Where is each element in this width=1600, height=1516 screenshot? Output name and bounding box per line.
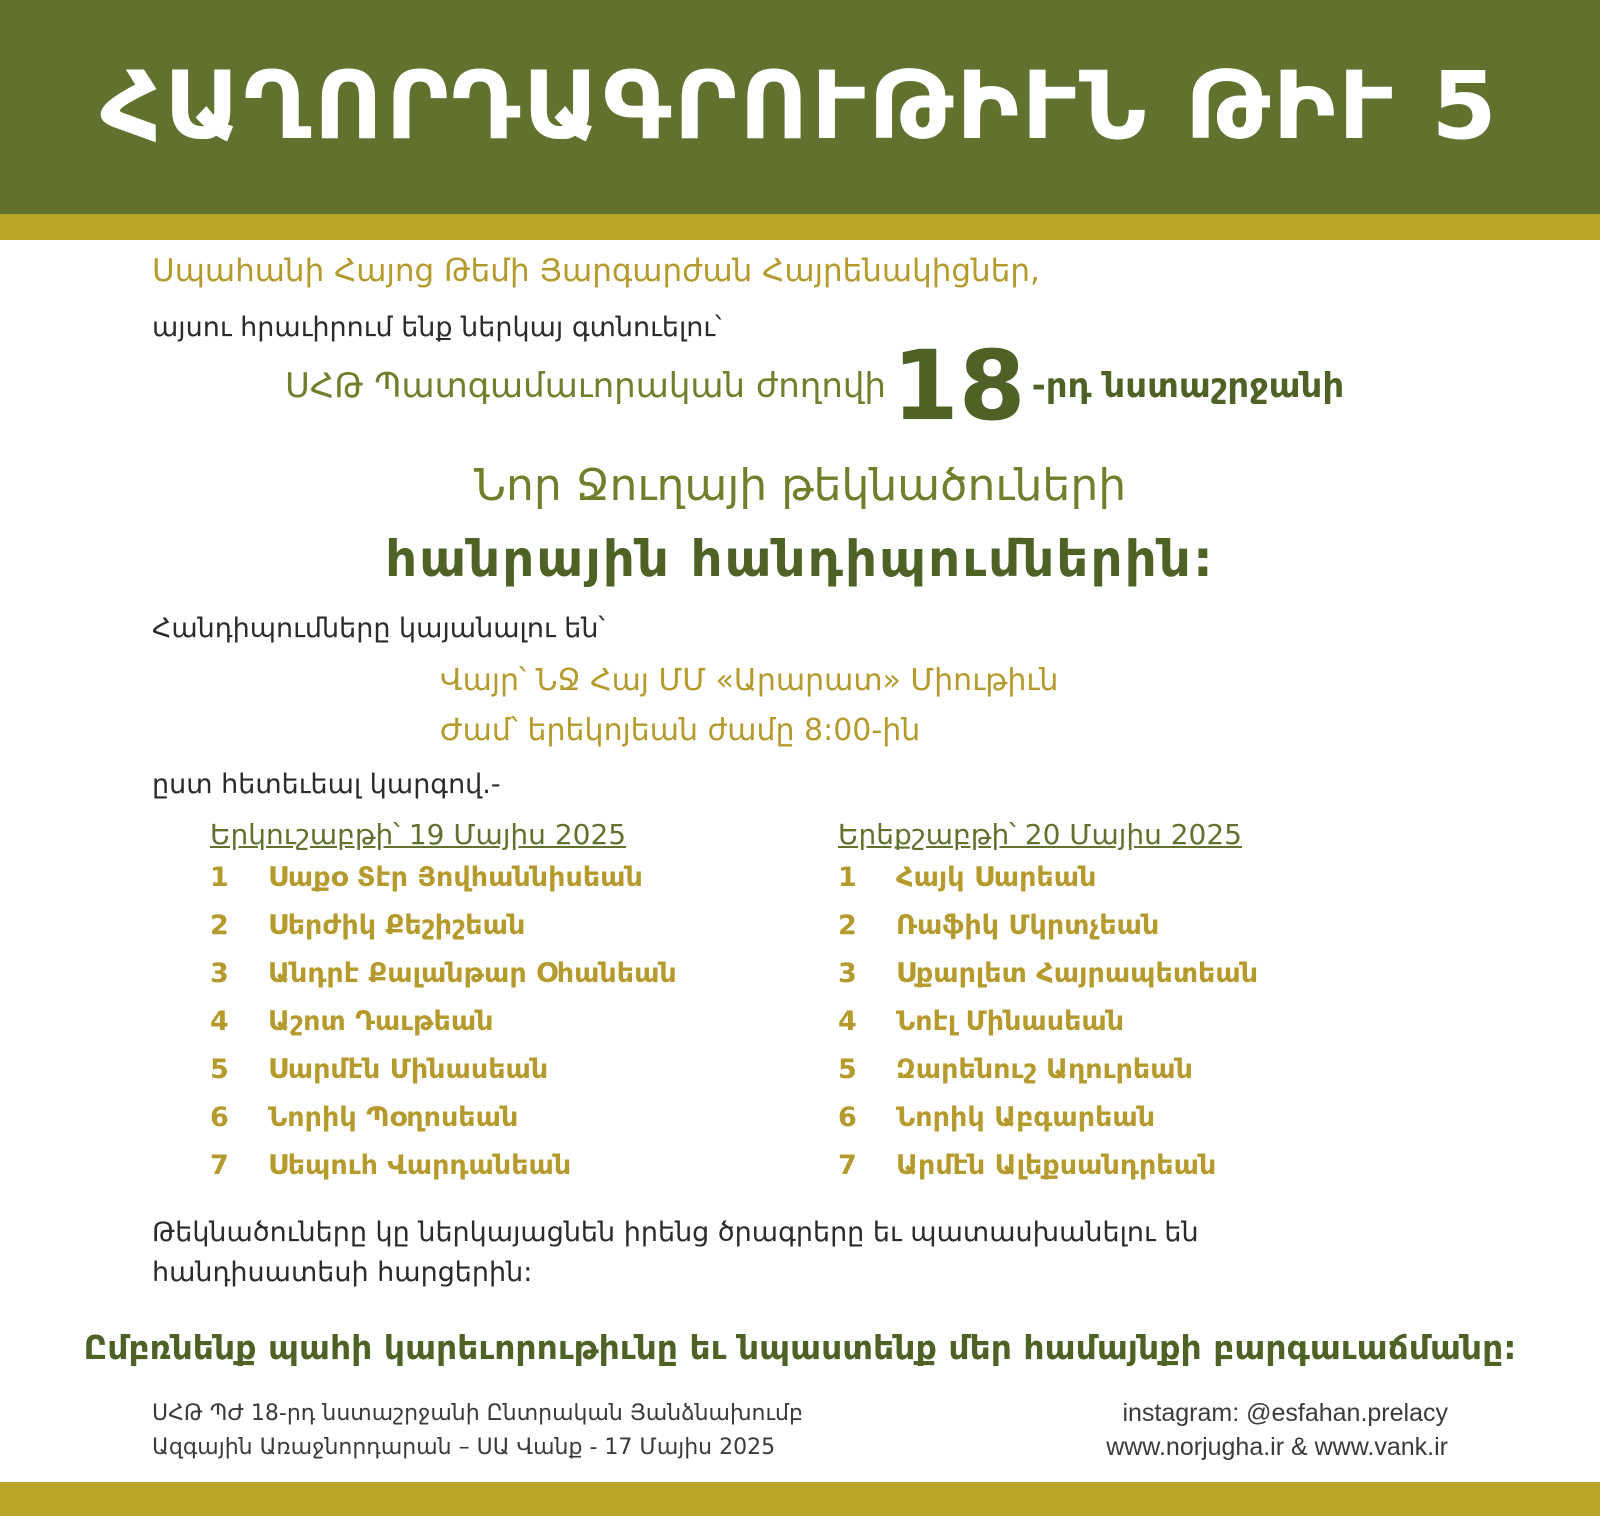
header-banner <box>0 0 1600 214</box>
candidate-name: Սերժիկ Քեշիշեան <box>268 910 526 941</box>
closing-text-line-1: Թեկնածուները կը ներկայացնեն իրենց ծրագրերը եւ պատասխանելու են <box>152 1217 1199 1248</box>
candidate-name: Սաքօ Տէր Յովհաննիսեան <box>268 862 643 893</box>
footer-websites: www.norjugha.ir & www.vank.ir <box>1106 1433 1448 1461</box>
candidate-row <box>838 1054 1193 1085</box>
candidate-row <box>210 958 677 989</box>
candidate-number: 3 <box>838 958 857 989</box>
held-text: Հանդիպումները կայանալու են՝ <box>152 613 605 644</box>
candidate-name: Զարենուշ Աղուրեան <box>896 1054 1193 1085</box>
candidate-number: 7 <box>210 1150 229 1181</box>
candidate-name: Սքարլետ Հայրապետեան <box>896 958 1259 989</box>
candidate-row <box>210 1102 518 1133</box>
candidate-number: 4 <box>838 1006 857 1037</box>
meeting-time: Ժամ՝ երեկոյեան ժամը 8:00-ին <box>440 713 921 748</box>
candidate-name: Նորիկ Պօղոսեան <box>268 1102 519 1133</box>
trustees-heading: Նոր Ջուղայի թեկնածուների <box>473 460 1127 511</box>
meetings-heading: հանրային հանդիպումներին: <box>385 530 1215 588</box>
candidate-row <box>838 910 1159 941</box>
candidate-number: 5 <box>838 1054 857 1085</box>
candidate-row <box>838 862 1096 893</box>
candidate-name: Նորիկ Աբգարեան <box>896 1102 1156 1133</box>
closing-text-line-2: հանդիսատեսի հարցերին: <box>152 1257 533 1288</box>
candidate-name: Աշոտ Դաւթեան <box>268 1006 494 1037</box>
candidate-row <box>210 1006 494 1037</box>
candidate-name: Նոէլ Մինասեան <box>896 1006 1125 1037</box>
candidate-number: 1 <box>838 862 857 893</box>
candidate-name: Հայկ Սարեան <box>896 862 1097 893</box>
footer-committee: ՍՀԹ ՊԺ 18-րդ նստաշրջանի Ընտրական Յանձնախումբ <box>152 1401 803 1426</box>
candidate-row <box>210 910 525 941</box>
candidate-row <box>210 1054 548 1085</box>
candidate-row <box>838 1006 1124 1037</box>
invitation-intro: այսու հրաւիրում ենք ներկայ գտնուելու՝ <box>152 312 722 343</box>
slogan: Ըմբռնենք պահի կարեւորութիւնը եւ նպաստենք մեր համայնքի բարգաւաճմանը: <box>83 1328 1517 1367</box>
candidate-number: 6 <box>838 1102 857 1133</box>
venue: Վայր՝ ՆՋ Հայ ՄՄ «Արարատ» Միութիւն <box>440 663 1059 698</box>
assembly-suffix: -րդ նստաշրջանի <box>1031 366 1345 406</box>
greeting: Սպահանի Հայոց Թեմի Յարգարժան Հայրենակիցներ, <box>152 253 1040 289</box>
candidate-row <box>210 862 643 893</box>
candidate-name: Արմէն Ալեքսանդրեան <box>896 1150 1217 1181</box>
assembly-prefix: ՍՀԹ Պատգամաւորական ժողովի <box>285 366 886 406</box>
candidate-row <box>210 1150 571 1181</box>
candidate-row <box>838 958 1258 989</box>
candidate-number: 4 <box>210 1006 229 1037</box>
assembly-line <box>285 330 1345 442</box>
schedule-date-2: Երեքշաբթի՝ 20 Մայիս 2025 <box>838 818 1242 851</box>
candidate-number: 1 <box>210 862 229 893</box>
candidate-name: Սարմէն Մինասեան <box>268 1054 549 1085</box>
schedule-date-1: Երկուշաբթի՝ 19 Մայիս 2025 <box>210 818 627 851</box>
candidate-number: 2 <box>210 910 229 941</box>
candidate-number: 2 <box>838 910 857 941</box>
order-text: ըստ հետեւեալ կարգով.- <box>152 769 501 800</box>
session-number: 18 <box>891 330 1026 442</box>
candidate-name: Ռաֆիկ Մկրտչեան <box>896 910 1160 941</box>
candidate-number: 3 <box>210 958 229 989</box>
top-stripe <box>0 214 1600 240</box>
footer-instagram: instagram: @esfahan.prelacy <box>1122 1399 1448 1427</box>
footer-date: Ազգային Առաջնորդարան – ՍԱ Վանք - 17 Մայիս 2025 <box>152 1435 776 1460</box>
candidate-name: Սեպուհ Վարդանեան <box>268 1150 572 1181</box>
candidate-row <box>838 1150 1216 1181</box>
candidate-name: Անդրէ Քալանթար Օհանեան <box>268 958 677 989</box>
candidate-number: 5 <box>210 1054 229 1085</box>
announcement-title: ՀԱՂՈՐԴԱԳՐՈՒԹԻՒՆ ԹԻՒ 5 <box>100 52 1500 161</box>
candidate-row <box>838 1102 1155 1133</box>
candidate-number: 7 <box>838 1150 857 1181</box>
candidate-number: 6 <box>210 1102 229 1133</box>
bottom-stripe <box>0 1482 1600 1516</box>
